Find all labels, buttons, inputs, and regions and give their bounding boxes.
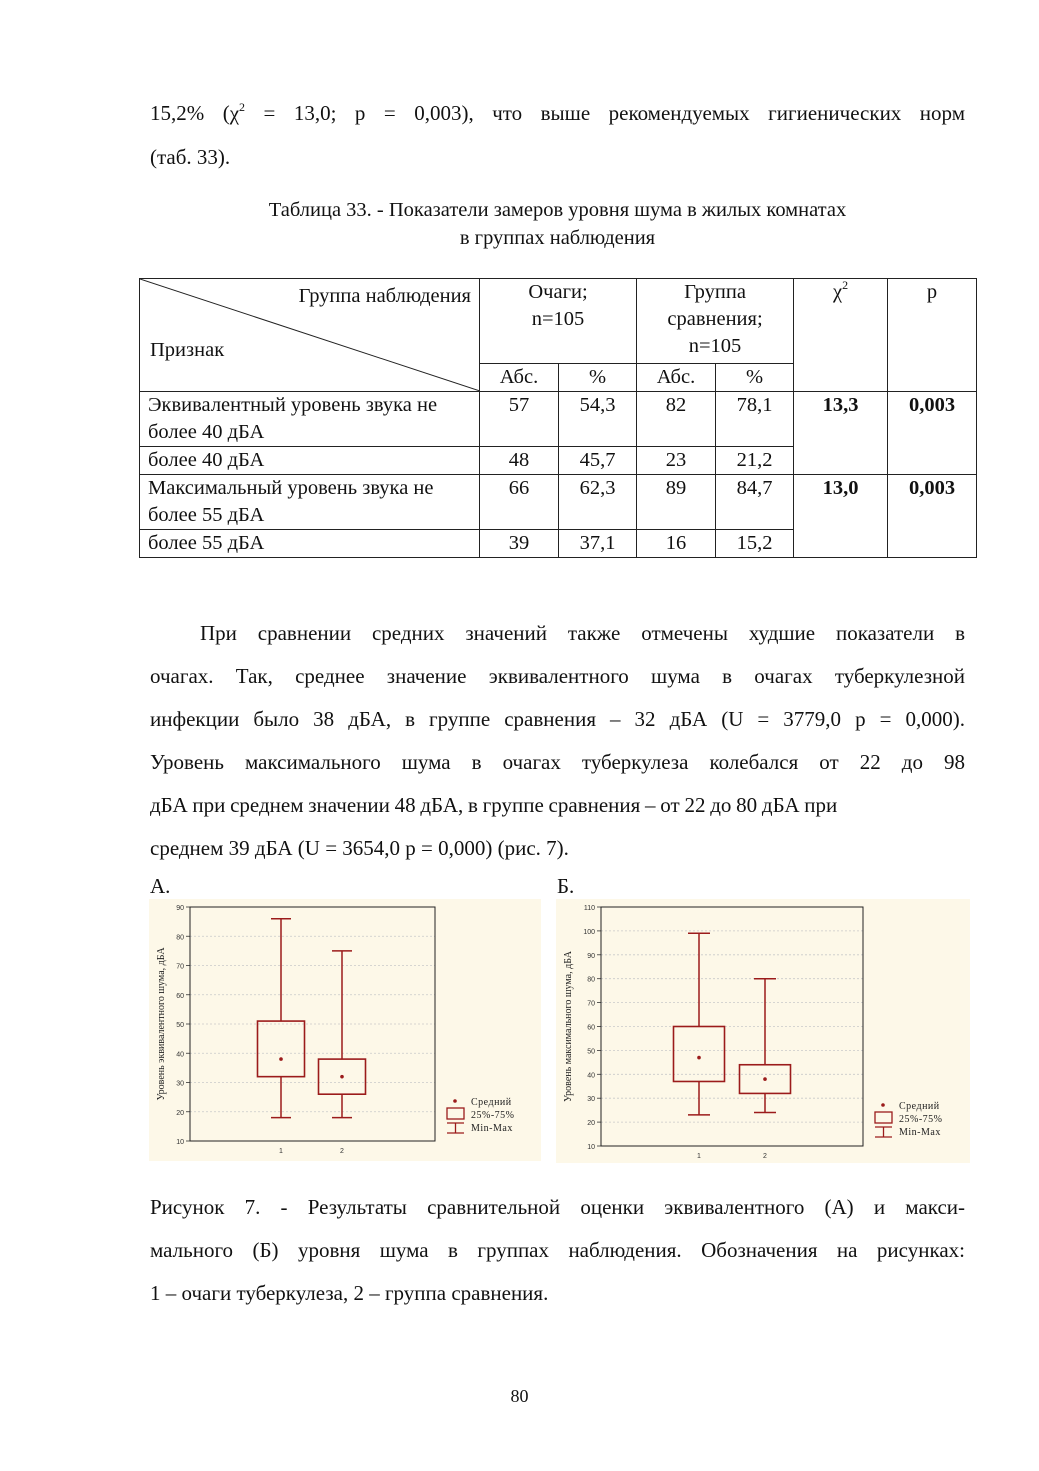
- cell-pct-1: 62,3: [559, 475, 637, 530]
- row-label: более 55 дБА: [140, 530, 480, 558]
- paragraph-2-line-3: инфекции было 38 дБА, в группе сравнения – 32 дБА (U = 3779,0 р = 0,000).: [150, 707, 965, 731]
- y-tick-label: 110: [583, 905, 595, 912]
- y-tick-label: 60: [176, 992, 184, 1000]
- cell-abs-2: 16: [637, 530, 716, 558]
- y-tick-label: 70: [176, 963, 184, 971]
- header-chi2: $\chi^2$: [794, 279, 888, 392]
- cell-abs-1: 57: [480, 392, 559, 447]
- table-header-diagonal-cell: [140, 279, 480, 392]
- cell-p: 0,003: [888, 392, 977, 475]
- legend-mean-label: Средний: [471, 1097, 512, 1108]
- y-tick-label: 60: [587, 1024, 595, 1032]
- cell-pct-1: 54,3: [559, 392, 637, 447]
- table-caption-line-1: Таблица 33. - Показатели замеров уровня шума в жилых комнатах: [268, 199, 847, 221]
- paragraph-2-line-1: При сравнении средних значений также отмечены худшие показатели в: [200, 621, 965, 645]
- x-tick-label: 2: [340, 1148, 344, 1155]
- subheader-abs-2: Абс.: [637, 364, 716, 392]
- legend-box-label: 25%-75%: [899, 1114, 943, 1125]
- y-tick-label: 90: [587, 952, 595, 960]
- row-label: более 40 дБА: [140, 447, 480, 475]
- paragraph-2-line-5: дБА при среднем значении 48 дБА, в группе сравнения – от 22 до 80 дБА при: [150, 793, 838, 817]
- mean-point: [279, 1057, 283, 1061]
- header-comparison: Группа сравнения; n=105: [637, 279, 794, 364]
- paragraph-1-line-2: (таб. 33).: [150, 145, 231, 169]
- y-tick-label: 10: [176, 1139, 184, 1146]
- paragraph-2-line-4: Уровень максимального шума в очагах туберкулеза колебался от 22 до 98: [150, 750, 965, 774]
- y-tick-label: 50: [587, 1048, 595, 1056]
- figure-caption-line-2: мального (Б) уровня шума в группах наблюдения. Обозначения на рисунках:: [150, 1238, 965, 1262]
- y-tick-label: 30: [587, 1096, 595, 1104]
- y-tick-label: 10: [587, 1144, 595, 1151]
- y-tick-label: 70: [587, 1000, 595, 1008]
- y-tick-label: 50: [176, 1022, 184, 1029]
- chart-b: [556, 899, 970, 1163]
- y-tick-label: 100: [583, 928, 595, 936]
- legend-box-label: 25%-75%: [471, 1110, 515, 1121]
- y-tick-label: 20: [176, 1109, 184, 1117]
- cell-abs-2: 89: [637, 475, 716, 530]
- page-number: 80: [510, 1386, 529, 1406]
- cell-pct-2: 15,2: [716, 530, 794, 558]
- paragraph-1-line-1: 15,2% ($\chi^2 = 13,0$; р = 0,003), что выше рекомендуемых гигиенических норм: [150, 100, 965, 125]
- cell-abs-1: 66: [480, 475, 559, 530]
- cell-pct-2: 78,1: [716, 392, 794, 447]
- header-sign: Признак: [150, 339, 225, 361]
- x-tick-label: 1: [697, 1153, 701, 1160]
- table-row: [140, 475, 977, 530]
- cell-pct-1: 37,1: [559, 530, 637, 558]
- mean-point: [697, 1056, 701, 1060]
- cell-pct-2: 21,2: [716, 447, 794, 475]
- y-tick-label: 80: [587, 976, 595, 984]
- table-row: [140, 392, 977, 447]
- y-tick-label: 30: [176, 1080, 184, 1088]
- cell-abs-1: 39: [480, 530, 559, 558]
- legend-mean-marker: [453, 1099, 457, 1103]
- paragraph-2-line-6: среднем 39 дБА (U = 3654,0 р = 0,000) (рис. 7).: [150, 836, 569, 860]
- y-tick-label: 80: [176, 934, 184, 942]
- paragraph-2-line-2: очагах. Так, среднее значение эквивалентного шума в очагах туберкулезной: [150, 664, 965, 688]
- figure-caption-line-1: Рисунок 7. - Результаты сравнительной оценки эквивалентного (А) и макси-: [150, 1195, 965, 1219]
- subheader-pct-2: %: [716, 364, 794, 392]
- chart-a: [149, 899, 541, 1161]
- cell-pct-2: 84,7: [716, 475, 794, 530]
- table-caption-line-2: в группах наблюдения: [459, 227, 656, 249]
- cell-abs-1: 48: [480, 447, 559, 475]
- y-axis-label: Уровень эквивалентного шума, дБА: [156, 947, 167, 1101]
- cell-abs-2: 23: [637, 447, 716, 475]
- legend-minmax-label: Min-Max: [899, 1127, 941, 1138]
- row-label: Эквивалентный уровень звука не более 40 дБА: [140, 392, 480, 447]
- row-label: Максимальный уровень звука не более 55 дБА: [140, 475, 480, 530]
- y-tick-label: 20: [587, 1120, 595, 1128]
- chart-background: [149, 899, 541, 1161]
- noise-table: [139, 278, 977, 558]
- subheader-abs-1: Абс.: [480, 364, 559, 392]
- header-foci: Очаги; n=105: [480, 279, 637, 364]
- cell-p: 0,003: [888, 475, 977, 558]
- subheader-pct-1: %: [559, 364, 637, 392]
- x-tick-label: 2: [763, 1153, 767, 1160]
- cell-pct-1: 45,7: [559, 447, 637, 475]
- cell-abs-2: 82: [637, 392, 716, 447]
- y-tick-label: 40: [587, 1072, 595, 1080]
- y-axis-label: Уровень максимального шума, дБА: [563, 950, 574, 1103]
- mean-point: [763, 1077, 767, 1081]
- x-tick-label: 1: [279, 1148, 283, 1155]
- legend-mean-label: Средний: [899, 1101, 940, 1112]
- mean-point: [340, 1075, 344, 1079]
- figure-label-a: А.: [150, 874, 171, 898]
- y-tick-label: 40: [176, 1051, 184, 1059]
- cell-chi2: 13,3: [794, 392, 888, 475]
- chart-a-svg: [149, 899, 541, 1161]
- figure-label-b: Б.: [557, 874, 575, 898]
- header-group: Группа наблюдения: [298, 285, 471, 307]
- legend-mean-marker: [881, 1103, 885, 1107]
- chart-b-svg: [556, 899, 970, 1163]
- legend-minmax-label: Min-Max: [471, 1123, 513, 1134]
- header-p: р: [888, 279, 977, 392]
- cell-chi2: 13,0: [794, 475, 888, 558]
- y-tick-label: 90: [176, 905, 184, 912]
- figure-caption-line-3: 1 – очаги туберкулеза, 2 – группа сравнения.: [150, 1281, 549, 1305]
